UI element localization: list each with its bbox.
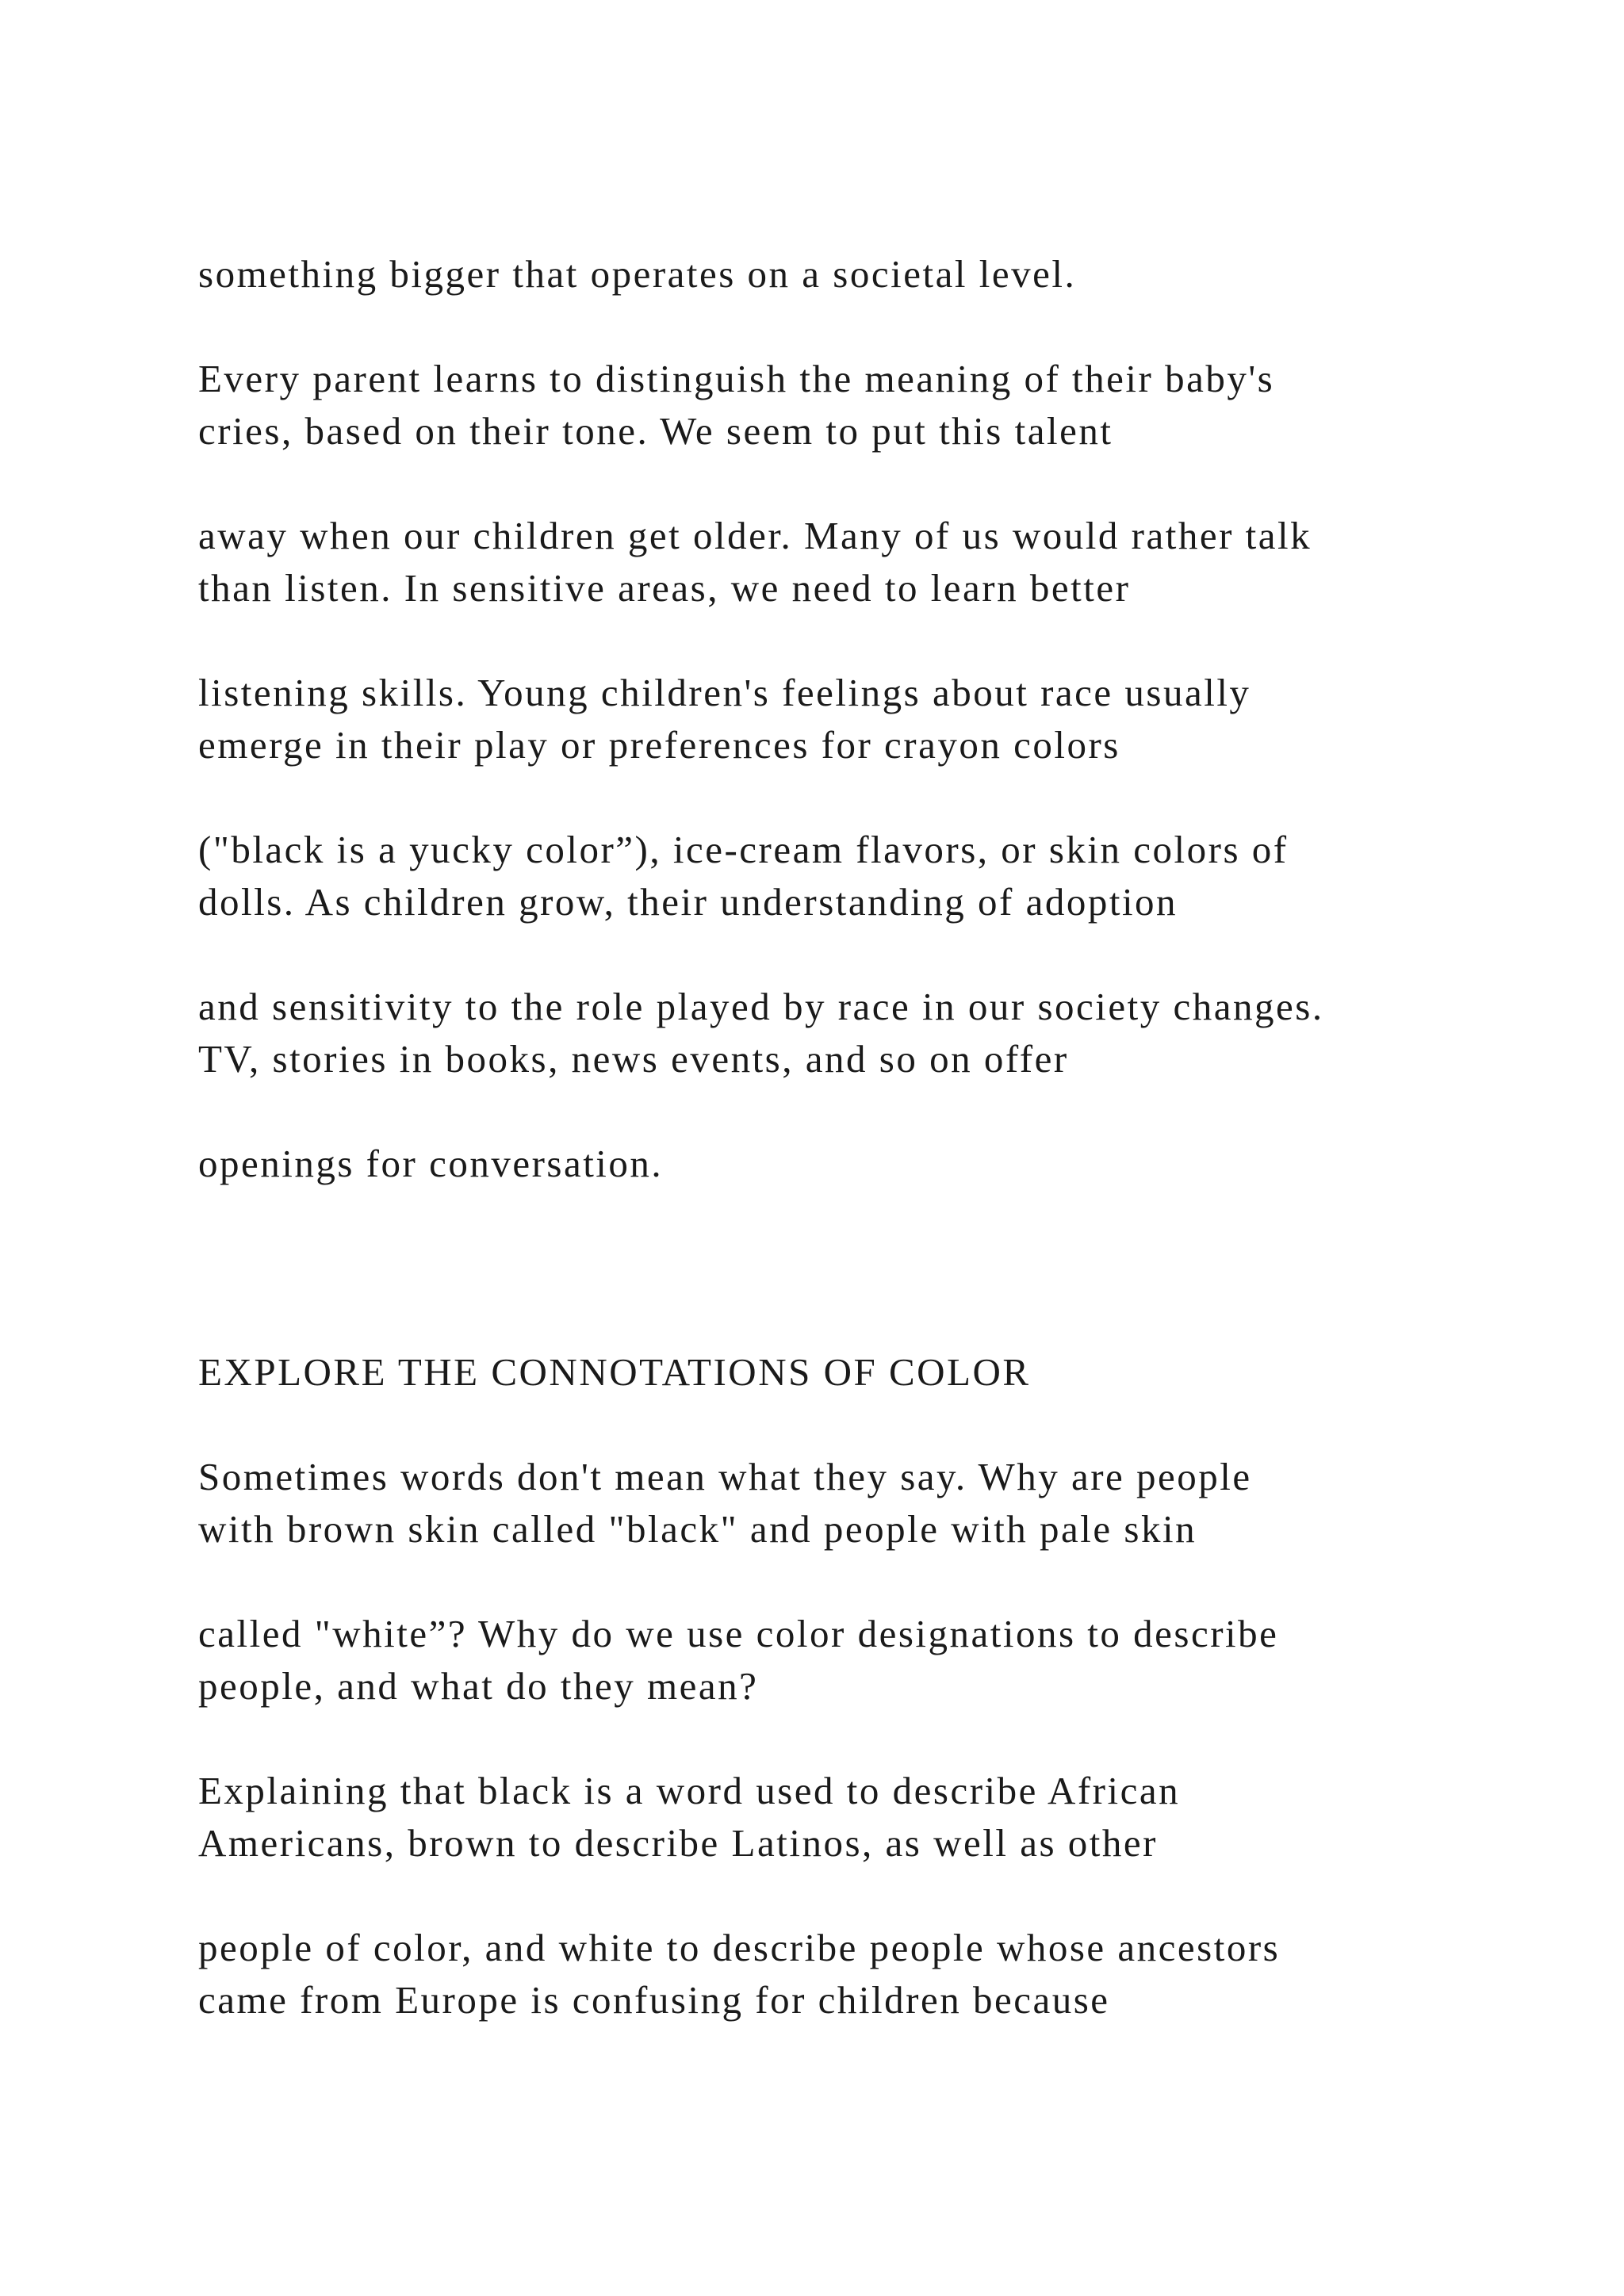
text-line: with brown skin called "black" and people with pale skin (198, 1507, 1197, 1551)
text-line: called "white”? Why do we use color designations to describe (198, 1612, 1279, 1655)
text-line: TV, stories in books, news events, and so on offer (198, 1037, 1069, 1081)
text-line: emerge in their play or preferences for crayon colors (198, 723, 1120, 767)
text-line: people of color, and white to describe people whose ancestors (198, 1926, 1281, 1969)
text-line: than listen. In sensitive areas, we need to learn better (198, 566, 1131, 610)
text-line: and sensitivity to the role played by race in our society changes. (198, 985, 1324, 1028)
text-line: people, and what do they mean? (198, 1664, 759, 1708)
text-line: Explaining that black is a word used to describe African (198, 1769, 1181, 1812)
text-line: listening skills. Young children's feelings about race usually (198, 671, 1251, 714)
text-line: Every parent learns to distinguish the meaning of their baby's (198, 357, 1275, 400)
section-heading: EXPLORE THE CONNOTATIONS OF COLOR (198, 1350, 1031, 1394)
text-line: dolls. As children grow, their understanding of adoption (198, 880, 1178, 924)
text-line: Americans, brown to describe Latinos, as well as other (198, 1821, 1158, 1865)
text-line: Sometimes words don't mean what they say. Why are people (198, 1455, 1252, 1498)
text-line: ("black is a yucky color”), ice-cream flavors, or skin colors of (198, 828, 1289, 871)
text-line: cries, based on their tone. We seem to put this talent (198, 409, 1113, 453)
text-line: something bigger that operates on a societal level. (198, 252, 1077, 296)
text-line: came from Europe is confusing for children because (198, 1978, 1110, 2022)
text-line: away when our children get older. Many of us would rather talk (198, 514, 1312, 557)
text-line: openings for conversation. (198, 1142, 664, 1185)
